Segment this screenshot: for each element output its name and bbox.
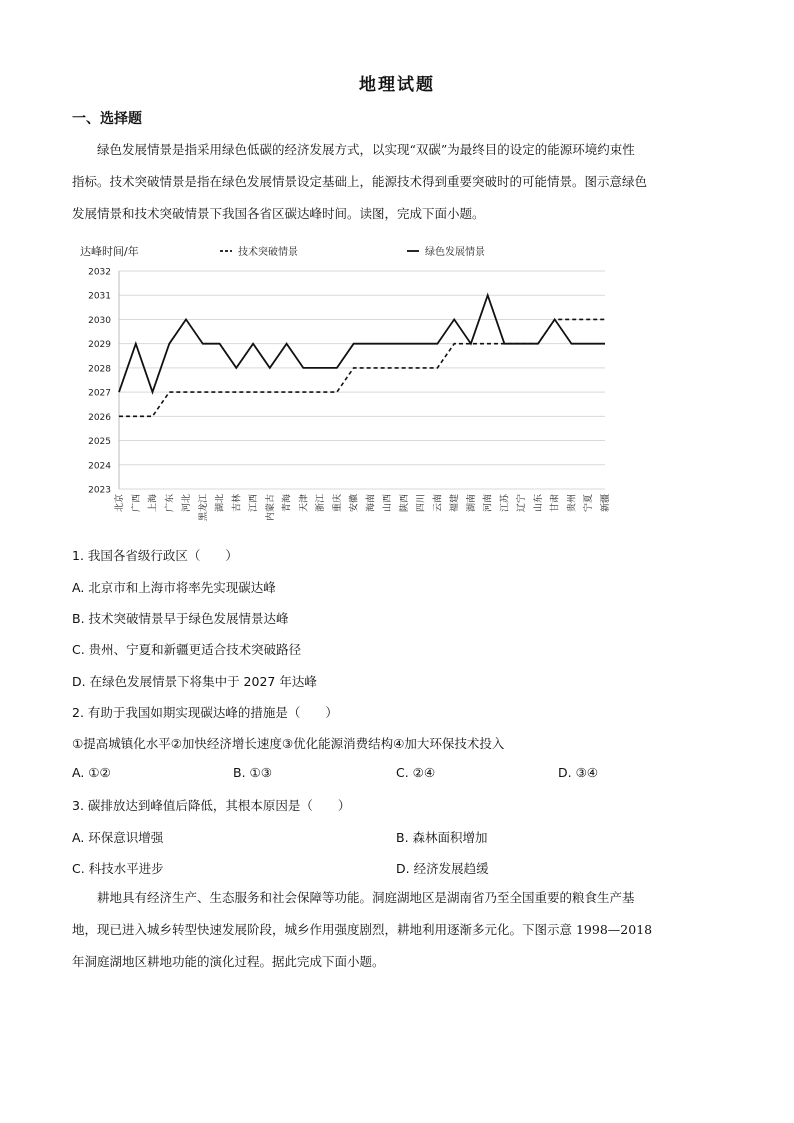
question-1-option-b[interactable]: B. 技术突破情景早于绿色发展情景达峰 — [72, 611, 289, 626]
x-tick-label: 海南 — [366, 494, 377, 513]
y-tick-label: 2026 — [88, 412, 111, 423]
x-tick-label: 甘肃 — [550, 494, 561, 513]
question-3-option-c[interactable]: C. 科技水平进步 — [72, 861, 164, 876]
question-2-option-c[interactable]: C. ②④ — [396, 765, 436, 780]
legend-label: 技术突破情景 — [238, 247, 298, 258]
x-tick-label: 陕西 — [399, 494, 410, 513]
x-tick-label: 宁夏 — [584, 494, 595, 513]
page-title: 地理试题 — [359, 75, 435, 95]
x-tick-label: 河北 — [182, 494, 193, 513]
chart-series — [119, 295, 605, 416]
x-tick-label: 安徽 — [349, 494, 360, 513]
question-2-items: ①提高城镇化水平②加快经济增长速度③优化能源消费结构④加大环保技术投入 — [72, 736, 505, 751]
y-axis-label: 达峰时间/年 — [80, 245, 139, 258]
intro-paragraph — [72, 134, 722, 230]
question-1-stem: 1. 我国各省级行政区（ ） — [72, 548, 238, 563]
x-tick-label: 吉林 — [232, 494, 243, 513]
y-tick-labels — [88, 268, 111, 496]
x-tick-label: 河南 — [483, 494, 494, 513]
x-tick-label: 辽宁 — [517, 494, 528, 513]
question-2-stem: 2. 有助于我国如期实现碳达峰的措施是（ ） — [72, 705, 338, 720]
x-tick-label: 山西 — [383, 494, 394, 513]
y-tick-label: 2028 — [88, 364, 111, 375]
x-tick-label: 重庆 — [332, 494, 343, 513]
y-tick-label: 2031 — [88, 291, 111, 302]
question-1-option-c[interactable]: C. 贵州、宁夏和新疆更适合技术突破路径 — [72, 642, 302, 657]
x-tick-label: 广西 — [131, 494, 142, 513]
question-2-option-d[interactable]: D. ③④ — [558, 765, 598, 780]
x-tick-label: 江西 — [249, 494, 260, 513]
x-tick-label: 湖南 — [466, 494, 477, 513]
question-1-option-d[interactable]: D. 在绿色发展情景下将集中于 2027 年达峰 — [72, 674, 317, 689]
x-tick-label: 山东 — [533, 494, 544, 513]
passage-2-line: 耕地具有经济生产、生态服务和社会保障等功能。洞庭湖地区是湖南省乃至全国重要的粮食生产基 — [97, 890, 635, 905]
y-tick-label: 2030 — [88, 315, 111, 326]
x-tick-label: 青海 — [282, 494, 293, 513]
question-2-option-b[interactable]: B. ①③ — [233, 765, 272, 780]
x-tick-label: 内蒙古 — [265, 494, 276, 522]
x-tick-labels — [113, 493, 611, 521]
legend-label: 绿色发展情景 — [425, 247, 485, 258]
y-tick-label: 2025 — [88, 437, 111, 448]
y-tick-label: 2024 — [88, 461, 111, 472]
x-tick-label: 福建 — [450, 494, 461, 513]
y-tick-label: 2032 — [88, 267, 111, 278]
question-3-option-b[interactable]: B. 森林面积增加 — [396, 830, 488, 845]
x-tick-label: 云南 — [433, 494, 444, 513]
intro-line: 绿色发展情景是指采用绿色低碳的经济发展方式，以实现“双碳”为最终目的设定的能源环境约束性 — [97, 142, 635, 157]
x-tick-label: 新疆 — [601, 494, 611, 513]
passage-2-line: 地，现已进入城乡转型快速发展阶段，城乡作用强度剧烈，耕地利用逐渐多元化。下图示意 1998—2018 — [72, 922, 653, 937]
section-heading: 一、选择题 — [72, 111, 142, 127]
question-3-option-a[interactable]: A. 环保意识增强 — [72, 830, 164, 845]
x-tick-label: 北京 — [115, 494, 125, 513]
passage-2 — [72, 882, 722, 978]
x-tick-label: 黑龙江 — [198, 494, 209, 522]
question-3-stem: 3. 碳排放达到峰值后降低，其根本原因是（ ） — [72, 798, 351, 813]
y-tick-label: 2027 — [88, 388, 111, 399]
intro-line: 发展情景和技术突破情景下我国各省区碳达峰时间。读图，完成下面小题。 — [72, 206, 485, 221]
x-tick-label: 广东 — [165, 494, 176, 513]
question-1-option-a[interactable]: A. 北京市和上海市将率先实现碳达峰 — [72, 580, 276, 595]
chart-legend — [220, 245, 485, 258]
question-3-option-d[interactable]: D. 经济发展趋缓 — [396, 861, 489, 876]
x-tick-label: 浙江 — [316, 494, 327, 513]
x-tick-label: 湖北 — [215, 494, 226, 513]
x-tick-label: 上海 — [148, 494, 159, 513]
y-tick-label: 2029 — [88, 340, 111, 351]
carbon-peak-chart — [72, 238, 632, 528]
x-tick-label: 贵州 — [567, 494, 578, 513]
passage-2-line: 年洞庭湖地区耕地功能的演化过程。据此完成下面小题。 — [72, 954, 385, 969]
x-tick-label: 江苏 — [500, 494, 511, 513]
intro-line: 指标。技术突破情景是指在绿色发展情景设定基础上，能源技术得到重要突破时的可能情景。图示意绿色 — [72, 174, 648, 189]
question-2-option-a[interactable]: A. ①② — [72, 765, 111, 780]
chart-grid — [119, 271, 605, 489]
x-tick-label: 天津 — [299, 494, 310, 513]
y-tick-label: 2023 — [88, 485, 111, 496]
x-tick-label: 四川 — [416, 494, 427, 513]
